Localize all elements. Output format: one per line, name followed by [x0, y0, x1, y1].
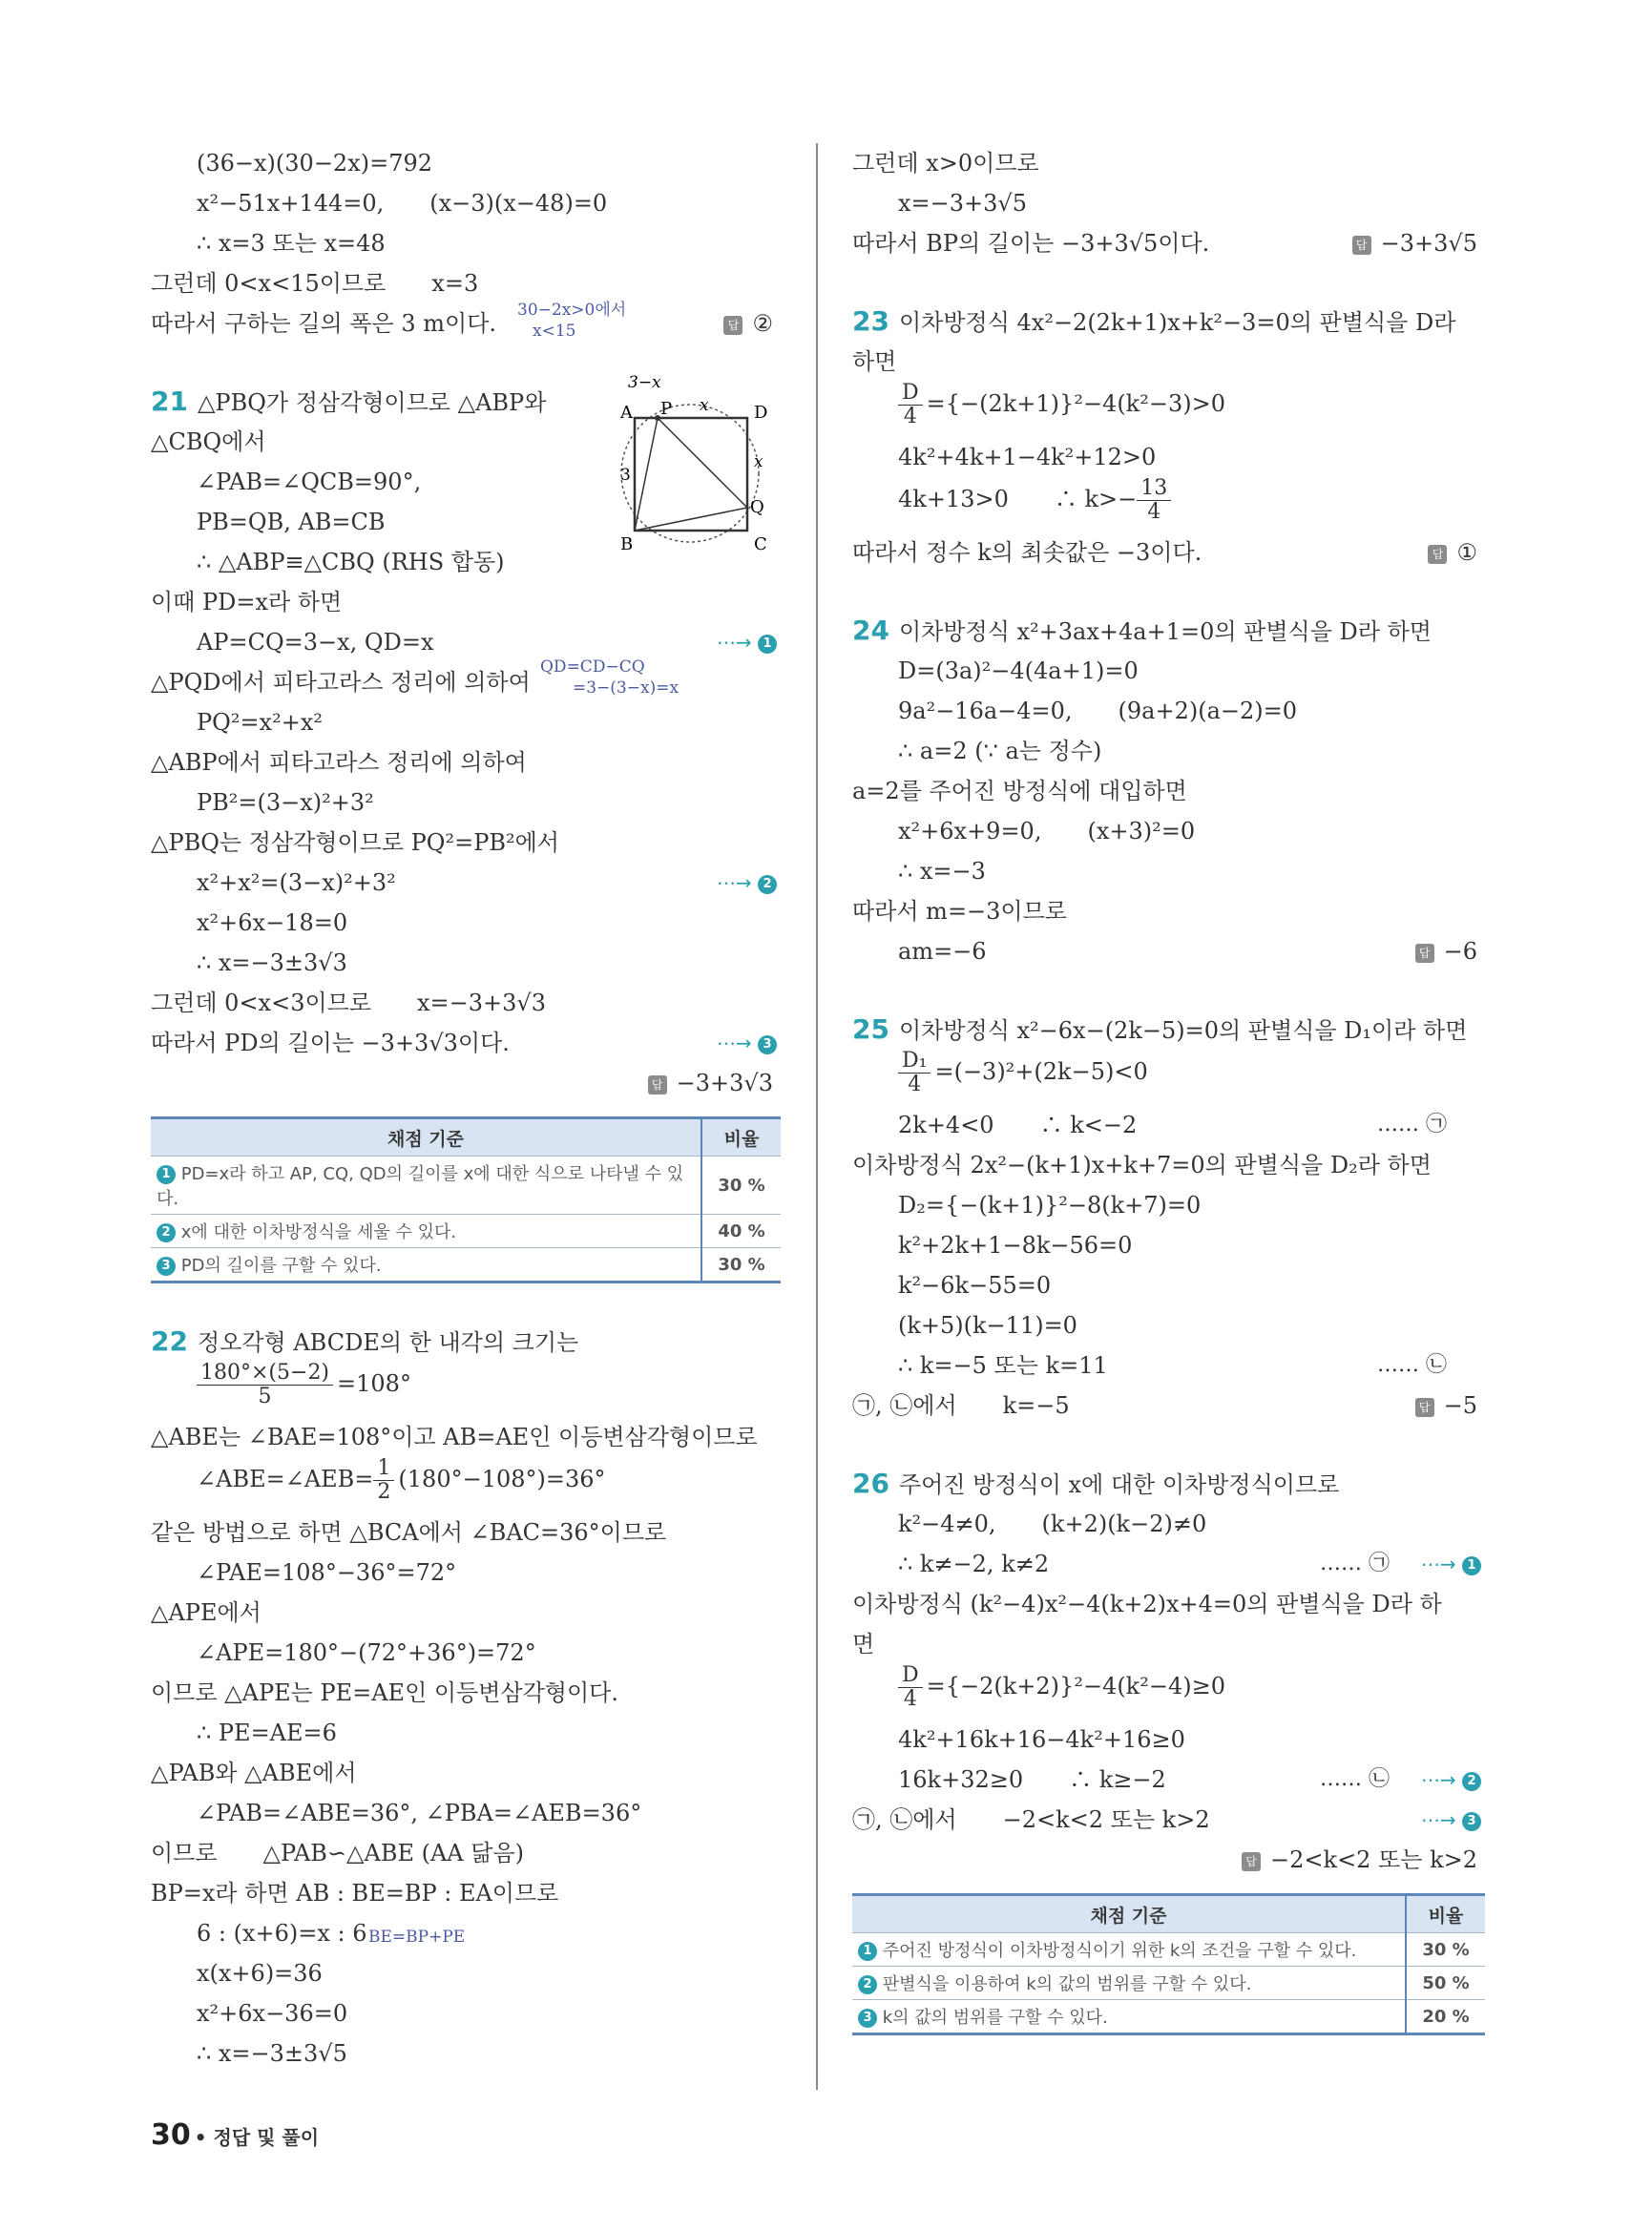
answer-icon: 답 [1415, 1398, 1434, 1417]
step-marker-3: ⋯→ 3 [1421, 1800, 1481, 1840]
label-b: B [620, 534, 634, 554]
grading-table-26 [852, 1893, 1485, 2035]
table-row: 2 판별식을 이용하여 k의 값의 범위를 구할 수 있다. 50 % [852, 1967, 1485, 2000]
label-mark: …… ㉠ [1377, 1113, 1447, 1136]
answer-icon: 답 [1428, 545, 1447, 564]
question-number: 25 [852, 1013, 889, 1045]
text-line: 그런데 x>0이므로 [852, 150, 1039, 177]
text-line: BP=x라 하면 AB : BE=BP : EA이므로 [151, 1880, 559, 1907]
answer: 답 −3+3√3 [151, 1063, 781, 1103]
text-line: △ABE는 ∠BAE=108°이고 AB=AE인 이등변삼각형이므로 [151, 1424, 758, 1450]
label-mark: …… ㉠ [1320, 1552, 1390, 1575]
equation-line: PQ²=x²+x² [197, 709, 323, 736]
footer-label: • 정답 및 풀이 [194, 2126, 320, 2149]
side-note: BE=BP+PE [368, 1928, 466, 1947]
question-21-header: 21 △PBQ가 정삼각형이므로 △ABP와 [151, 386, 547, 417]
equation-line: x²+6x−18=0 [197, 909, 348, 936]
segment-pq [658, 418, 747, 508]
question-24-header: 24 이차방정식 x²+3ax+4a+1=0의 판별식을 D라 하면 [852, 615, 1432, 646]
segment-bq [635, 508, 747, 531]
text-line [151, 303, 781, 344]
question-number: 26 [852, 1468, 889, 1499]
fraction-line: ∠ABE=∠AEB= $\frac{1}{2}$ (180°−108°)=36° [197, 1456, 606, 1505]
label-c: C [754, 534, 767, 554]
label-ap: 3−x [628, 373, 661, 392]
segment-bp [635, 418, 658, 531]
conclusion-text: 따라서 구하는 길의 폭은 3 m이다. [151, 310, 497, 337]
text-line: △PBQ는 정삼각형이므로 PQ²=PB²에서 [151, 829, 559, 856]
equation-line: x²+6x−36=0 [197, 2000, 348, 2027]
label-mark: …… ㉡ [1377, 1353, 1447, 1377]
equation-line: ∴ △ABP≡△CBQ (RHS 합동) [197, 549, 505, 575]
equation-line: ∠PAB=∠ABE=36°, ∠PBA=∠AEB=36° [197, 1800, 642, 1826]
fraction-line: $\frac{180^\circ\times(5-2)}{5}$ =108° [151, 1362, 781, 1417]
equation-line: D₂={−(k+1)}²−8(k+7)=0 [898, 1192, 1202, 1219]
step-marker-1: ⋯→ 1 [717, 622, 777, 662]
text-line: 하면 [852, 348, 897, 375]
text-line: 이므로 △PAB∽△ABE (AA 닮음) [151, 1840, 524, 1866]
answer-icon: 답 [1415, 944, 1434, 963]
circumcircle [621, 405, 759, 542]
equation-line: ∴ PE=AE=6 [197, 1720, 337, 1746]
equation-line: 6 : (x+6)=x : 6 BE=BP+PE [197, 1920, 466, 1947]
equation-line: ∴ x=3 또는 x=48 [197, 230, 386, 257]
question-26-header: 26 주어진 방정식이 x에 대한 이차방정식이므로 [852, 1468, 1340, 1499]
text-line: △PAB와 △ABE에서 [151, 1760, 357, 1786]
label-mark: …… ㉡ [1320, 1767, 1390, 1791]
answer-icon: 답 [723, 316, 742, 335]
text-line: 그런데 0<x<15이므로 x=3 [151, 270, 479, 297]
equation-line: am=−6 답 −6 [852, 931, 1485, 971]
table-row: 3 PD의 길이를 구할 수 있다. 30 % [151, 1248, 781, 1282]
equation-line: ∴ x=−3±3√5 [197, 2040, 347, 2067]
table-row: 3 k의 값의 범위를 구할 수 있다. 20 % [852, 2000, 1485, 2034]
equation-line: D=(3a)²−4(4a+1)=0 [898, 657, 1139, 684]
equation-line: (k+5)(k−11)=0 [898, 1312, 1077, 1339]
answer: 답 ② [723, 303, 773, 344]
label-dq: x [754, 452, 763, 471]
right-column [852, 143, 1485, 2035]
answer: 답 −3+3√5 [1352, 223, 1477, 263]
text-line: 이차방정식 2x²−(k+1)x+k+7=0의 판별식을 D₂라 하면 [852, 1152, 1432, 1178]
side-note: 30−2x>0에서 x<15 [517, 301, 627, 341]
text-line: 면 [852, 1631, 875, 1658]
equation-line: k²−4≠0, (k+2)(k−2)≠0 [898, 1511, 1207, 1537]
table-header: 채점 기준 [151, 1118, 701, 1157]
fraction-line: 4k+13>0 ∴ k>− $\frac{13}{4}$ [852, 477, 1485, 532]
left-column [151, 143, 781, 2074]
step-marker-3: ⋯→ 3 [717, 1023, 777, 1063]
answer-icon: 답 [1242, 1852, 1261, 1871]
label-pd: x [700, 396, 709, 415]
equation-line: k²−6k−55=0 [898, 1272, 1052, 1299]
grading-table-21 [151, 1116, 781, 1283]
question-23-header: 23 이차방정식 4x²−2(2k+1)x+k²−3=0의 판별식을 D라 [852, 305, 1456, 337]
text-line: 따라서 정수 k의 최솟값은 −3이다. 답 ① [852, 532, 1485, 573]
text-line: △CBQ에서 [151, 428, 266, 455]
equation-line: ∠APE=180°−(72°+36°)=72° [197, 1639, 536, 1666]
equation-line: x²+6x+9=0, (x+3)²=0 [898, 818, 1196, 844]
square-abcd [635, 418, 747, 531]
fraction-line: $\frac{\text{D₁}}{4}$ =(−3)²+(2k−5)<0 [852, 1050, 1485, 1105]
step-marker-1: ⋯→ 1 [1421, 1544, 1481, 1584]
text-line: 따라서 PD의 길이는 −3+3√3이다. ⋯→ 3 [151, 1023, 781, 1063]
equation-line: x²+x²=(3−x)²+3² ⋯→ 2 [151, 863, 781, 903]
fraction-line: $\frac{D}{4}$ ={−2(k+2)}²−4(k²−4)≥0 [852, 1664, 1485, 1720]
equation-line: ∴ k≠−2, k≠2 …… ㉠ ⋯→ 1 [852, 1544, 1485, 1584]
answer-icon: 답 [648, 1075, 667, 1095]
question-number: 23 [852, 305, 889, 337]
equation-line: ∠PAB=∠QCB=90°, [197, 469, 422, 495]
equation-line: 4k²+16k+16−4k²+16≥0 [898, 1726, 1185, 1753]
equation-line: x=−3+3√5 [898, 190, 1027, 217]
equation-line: (36−x)(30−2x)=792 [197, 150, 433, 177]
equation-line: 2k+4<0 ∴ k<−2 …… ㉠ [852, 1105, 1485, 1145]
text-line: 같은 방법으로 하면 △BCA에서 ∠BAC=36°이므로 [151, 1519, 667, 1546]
equation-line: ∴ x=−3±3√3 [197, 949, 347, 976]
text-line: ㉠, ㉡에서 k=−5 답 −5 [852, 1386, 1485, 1426]
square-figure [599, 368, 781, 569]
page-number: 30 [151, 2118, 191, 2152]
text-line: 이때 PD=x라 하면 [151, 589, 343, 615]
column-divider [816, 143, 818, 2090]
equation-line: AP=CQ=3−x, QD=x ⋯→ 1 [151, 622, 781, 662]
equation-line: x(x+6)=36 [197, 1960, 323, 1987]
label-d: D [754, 403, 768, 423]
answer: 답 −5 [1415, 1386, 1477, 1426]
equation-line: ∠PAE=108°−36°=72° [197, 1559, 457, 1586]
table-row: 1 주어진 방정식이 이차방정식이기 위한 k의 조건을 구할 수 있다. 30 % [852, 1933, 1485, 1967]
equation-line: ∴ k=−5 또는 k=11 …… ㉡ [852, 1345, 1485, 1386]
equation-line: ∴ x=−3 [898, 858, 986, 885]
text-line: 따라서 BP의 길이는 −3+3√5이다. 답 −3+3√5 [852, 223, 1485, 263]
answer: 답 −2<k<2 또는 k>2 [852, 1840, 1485, 1880]
label-q: Q [750, 497, 764, 517]
text-line: 이므로 △APE는 PE=AE인 이등변삼각형이다. [151, 1679, 618, 1706]
fraction-line: $\frac{D}{4}$ ={−(2k+1)}²−4(k²−3)>0 [852, 382, 1485, 437]
equation-line: PB²=(3−x)²+3² [197, 789, 374, 816]
step-marker-2: ⋯→ 2 [1421, 1760, 1481, 1800]
text-line: 그런데 0<x<3이므로 x=−3+3√3 [151, 990, 546, 1016]
text-line: △PQD에서 피타고라스 정리에 의하여 QD=CD−CQ =3−(3−x)=x [151, 657, 680, 698]
question-25-header: 25 이차방정식 x²−6x−(2k−5)=0의 판별식을 D₁이라 하면 [852, 1013, 1468, 1045]
equation-line: 4k²+4k+1−4k²+12>0 [898, 444, 1157, 470]
table-header: 비율 [1406, 1895, 1485, 1933]
label-ab: 3 [620, 466, 631, 485]
table-header: 비율 [701, 1118, 781, 1157]
text-line: △ABP에서 피타고라스 정리에 의하여 [151, 749, 527, 776]
table-row: 2 x에 대한 이차방정식을 세울 수 있다. 40 % [151, 1215, 781, 1248]
table-row: 1 PD=x라 하고 AP, CQ, QD의 길이를 x에 대한 식으로 나타낼 수 있다. 30 % [151, 1157, 781, 1215]
text-line: 이차방정식 (k²−4)x²−4(k+2)x+4=0의 판별식을 D라 하 [852, 1591, 1442, 1617]
question-number: 24 [852, 615, 889, 646]
answer-icon: 답 [1352, 236, 1371, 255]
question-number: 21 [151, 386, 188, 417]
equation-line: k²+2k+1−8k−56=0 [898, 1232, 1133, 1259]
equation-line: ∴ a=2 (∵ a는 정수) [898, 738, 1102, 764]
step-marker-2: ⋯→ 2 [717, 863, 777, 903]
table-header: 채점 기준 [852, 1895, 1406, 1933]
equation-line: PB=QB, AB=CB [197, 509, 386, 535]
text-line: ㉠, ㉡에서 −2<k<2 또는 k>2 ⋯→ 3 [852, 1800, 1485, 1840]
question-number: 22 [151, 1325, 188, 1357]
page-footer [151, 2118, 319, 2152]
text-line: 따라서 m=−3이므로 [852, 898, 1067, 925]
text-line: a=2를 주어진 방정식에 대입하면 [852, 778, 1187, 804]
equation-line: x²−51x+144=0, (x−3)(x−48)=0 [197, 190, 608, 217]
side-note: QD=CD−CQ =3−(3−x)=x [540, 657, 680, 698]
question-22-header: 22 정오각형 ABCDE의 한 내각의 크기는 [151, 1325, 579, 1357]
answer: 답 −6 [1415, 931, 1477, 971]
text-line: △APE에서 [151, 1599, 261, 1626]
equation-line: 16k+32≥0 ∴ k≥−2 …… ㉡ ⋯→ 2 [852, 1760, 1485, 1800]
label-p: P [660, 399, 673, 419]
answer: 답 ① [1428, 532, 1477, 573]
equation-line: 9a²−16a−4=0, (9a+2)(a−2)=0 [898, 698, 1298, 724]
label-a: A [620, 403, 633, 423]
